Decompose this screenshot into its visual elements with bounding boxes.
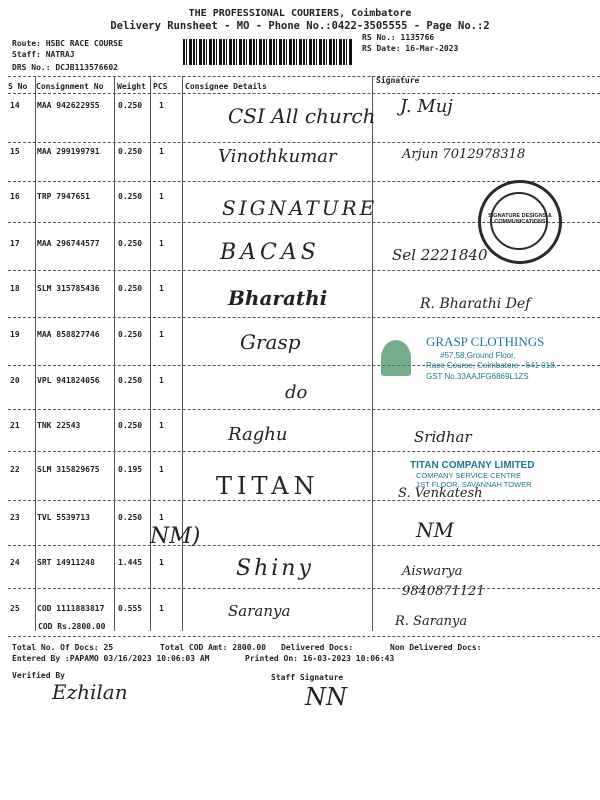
round-seal	[478, 180, 562, 264]
row-weight: 0.250	[118, 239, 143, 248]
row-pcs: 1	[159, 558, 164, 567]
staff-signature: NN	[305, 683, 347, 711]
row-sno: 15	[10, 147, 20, 156]
row-weight: 0.250	[118, 376, 143, 385]
row-pcs: 1	[159, 604, 164, 613]
col-consignment: Consignment No	[36, 82, 104, 91]
delivered-docs: Delivered Docs:	[281, 643, 354, 652]
titan-stamp	[410, 460, 590, 506]
consignee-handwriting: Vinothkumar	[218, 146, 337, 167]
runsheet-subtitle: Delivery Runsheet - MO - Phone No.:0422-3505555 - Page No.:2	[110, 20, 490, 32]
grasp-stamp	[378, 330, 578, 388]
signature-handwriting: Arjun 7012978318	[402, 147, 526, 162]
row-pcs: 1	[159, 101, 164, 110]
row-weight: 0.250	[118, 330, 143, 339]
signature-handwriting: S. Venkatesh	[398, 486, 483, 501]
row-pcs: 1	[159, 513, 164, 522]
row-sno: 21	[10, 421, 20, 430]
row-consignment: TRP 7947651	[37, 192, 90, 201]
row-weight: 0.555	[118, 604, 143, 613]
row-weight: 0.250	[118, 192, 143, 201]
row-consignment: SRT 14911248	[37, 558, 95, 567]
verified-by-label: Verified By	[12, 671, 65, 680]
row-consignment: TVL 5539713	[37, 513, 90, 522]
consignee-handwriting: SIGNATURE	[222, 196, 378, 220]
titan-stamp-line2: 1ST FLOOR, SAVANNAH TOWER	[416, 480, 532, 489]
verified-by-signature: Ezhilan	[52, 680, 128, 704]
row-sno: 16	[10, 192, 20, 201]
row-consignment: COD 1111883817	[37, 604, 105, 613]
margin-note-handwriting: NM)	[150, 524, 201, 549]
signature-handwriting: Aiswarya 9840871121	[402, 564, 485, 599]
row-weight: 0.250	[118, 101, 143, 110]
consignee-handwriting: BACAS	[220, 240, 320, 265]
col-pcs: PCS	[153, 82, 168, 91]
row-consignment: VPL 941824056	[37, 376, 100, 385]
consignee-handwriting: Saranya	[228, 602, 291, 620]
row-sno: 25	[10, 604, 20, 613]
non-delivered-docs: Non Delivered Docs:	[390, 643, 482, 652]
entered-by: Entered By :PAPAMO 03/16/2023 10:06:03 AM	[12, 654, 210, 663]
grasp-stamp-address1: #57,58,Ground Floor,	[440, 351, 516, 360]
row-pcs: 1	[159, 192, 164, 201]
col-weight: Weight	[117, 82, 146, 91]
row-consignment: SLM 315785436	[37, 284, 100, 293]
grasp-stamp-name: GRASP CLOTHINGS	[426, 334, 545, 349]
table-header	[0, 74, 600, 98]
total-docs: Total No. Of Docs: 25	[12, 643, 114, 652]
row-sno: 23	[10, 513, 20, 522]
row-sno: 14	[10, 101, 20, 110]
col-signature: Signature	[376, 76, 420, 85]
row-consignment: TNK 22543	[37, 421, 81, 430]
col-sno: S No	[8, 82, 28, 91]
staff-label: Staff: NATRAJ	[12, 50, 75, 59]
row-sno: 17	[10, 239, 20, 248]
round-seal-text: SIGNATURE DESIGNS & COMMUNICATIONS	[488, 213, 552, 225]
signature-handwriting: R. Saranya	[395, 614, 468, 629]
signature-handwriting: Sel 2221840	[392, 246, 488, 264]
signature-handwriting: J. Muj	[400, 96, 453, 117]
row-consignment: MAA 942622955	[37, 101, 100, 110]
rs-date: RS Date: 16-Mar-2023	[362, 44, 459, 53]
grasp-stamp-address2: Race Course, Coimbatore - 641 018.	[426, 361, 557, 370]
row-weight: 0.250	[118, 284, 143, 293]
row-sno: 19	[10, 330, 20, 339]
signature-handwriting: NM	[416, 518, 454, 542]
printed-on: Printed On: 16-03-2023 10:06:43	[245, 654, 395, 663]
row-sno: 24	[10, 558, 20, 567]
row-sno: 18	[10, 284, 20, 293]
row-weight: 0.195	[118, 465, 143, 474]
row-pcs: 1	[159, 147, 164, 156]
consignee-handwriting: Bharathi	[228, 286, 328, 310]
row-consignment: MAA 299199791	[37, 147, 100, 156]
titan-stamp-line1: COMPANY SERVICE CENTRE	[416, 471, 522, 480]
consignee-handwriting: TITAN	[216, 472, 320, 500]
rs-number: RS No.: 1135766	[362, 33, 435, 42]
signature-handwriting: Sridhar	[414, 428, 472, 446]
row-consignment: MAA 858827746	[37, 330, 100, 339]
consignee-handwriting: Raghu	[228, 424, 288, 445]
consignee-handwriting: do	[285, 382, 308, 403]
signature-handwriting: R. Bharathi Def	[420, 296, 531, 312]
grasp-stamp-gst: GST No.33AAJFG6869L1ZS	[426, 372, 529, 381]
row-weight: 1.445	[118, 558, 143, 567]
consignee-handwriting: CSI All church	[228, 104, 376, 128]
route-label: Route: HSBC RACE COURSE	[12, 39, 123, 48]
staff-signature-label: Staff Signature	[271, 673, 344, 682]
row-consignment: MAA 296744577	[37, 239, 100, 248]
total-cod: Total COD Amt: 2800.00	[160, 643, 266, 652]
row-consignment: SLM 315829675	[37, 465, 100, 474]
titan-stamp-name: TITAN COMPANY LIMITED	[410, 460, 535, 471]
consignee-handwriting: Grasp	[240, 330, 301, 354]
row-sno: 22	[10, 465, 20, 474]
row-pcs: 1	[159, 239, 164, 248]
cod-amount: COD Rs.2800.00	[38, 622, 106, 631]
row-weight: 0.250	[118, 421, 143, 430]
company-title: THE PROFESSIONAL COURIERS, Coimbatore	[188, 8, 412, 19]
row-weight: 0.250	[118, 147, 143, 156]
row-pcs: 1	[159, 330, 164, 339]
row-weight: 0.250	[118, 513, 143, 522]
row-pcs: 1	[159, 465, 164, 474]
row-sno: 20	[10, 376, 20, 385]
col-consignee: Consignee Details	[185, 82, 267, 91]
consignee-handwriting: Shiny	[236, 556, 314, 581]
row-pcs: 1	[159, 376, 164, 385]
drs-number: DRS No.: DCJB113576602	[12, 63, 118, 72]
barcode	[183, 39, 353, 65]
row-pcs: 1	[159, 421, 164, 430]
row-pcs: 1	[159, 284, 164, 293]
